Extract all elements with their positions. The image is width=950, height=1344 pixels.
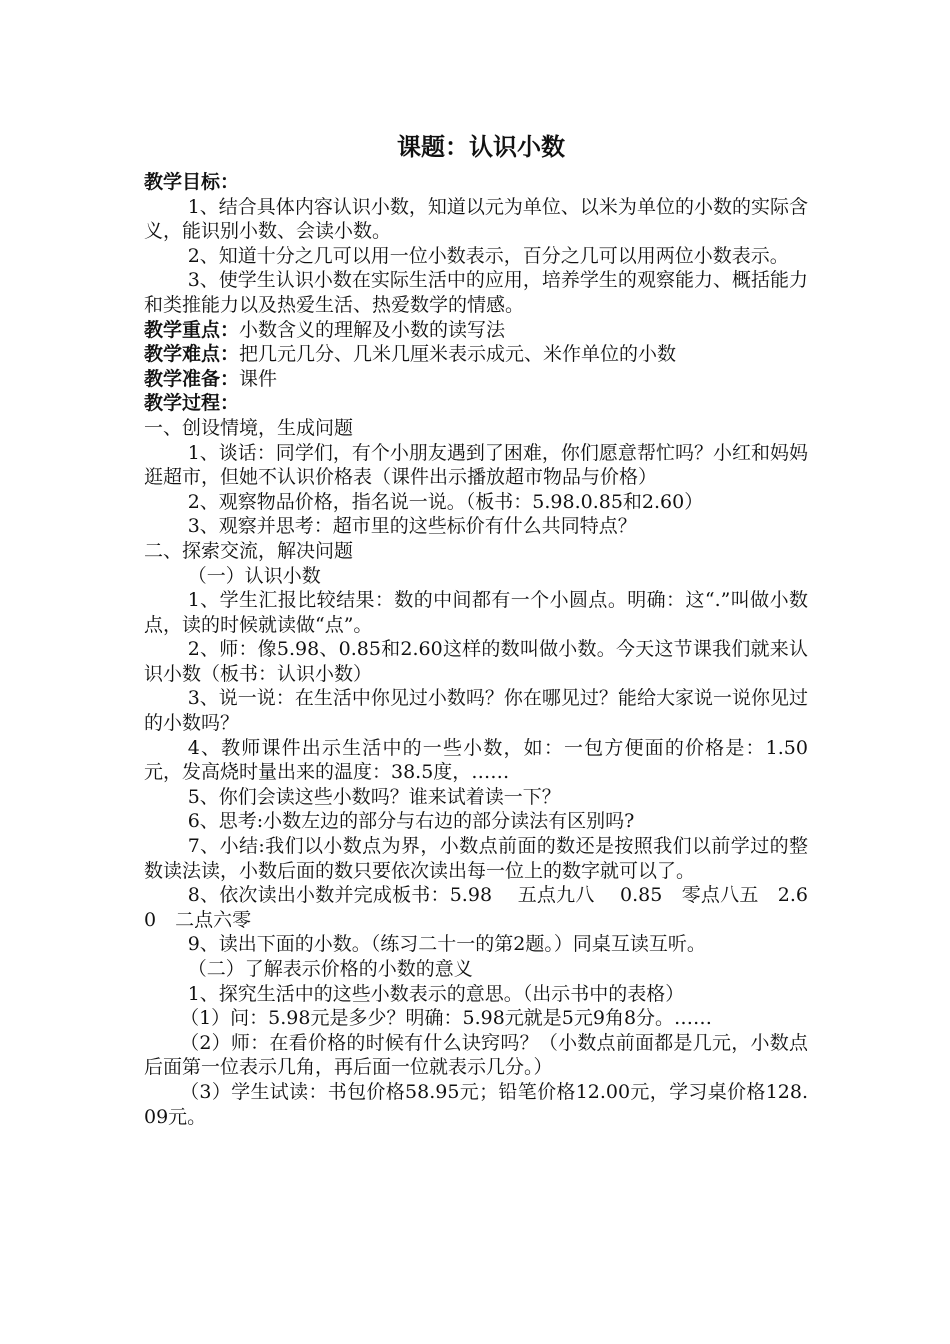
sub1-item: 5、你们会读这些小数吗？谁来试着读一下？ [187,785,561,808]
sub1-item: 4、教师课件出示生活中的一些小数，如：一包方便面的价格是：1.50元，发高烧时量出来的温度：38.5度，…… [144,736,808,784]
preparation-text: 课件 [239,367,278,390]
sub1-title: （一）认识小数 [187,564,321,587]
sub2-item: （1）问：5.98元是多少？明确：5.98元就是5元9角8分。…… [180,1007,713,1030]
sub2-item: （2）师：在看价格的时候有什么诀窍吗？（小数点前面都是几元，小数点后面第一位表示几角，再后面一位就表示几分。） [144,1031,808,1079]
difficulty-label: 教学难点： [144,343,240,366]
process-heading: 教学过程： [144,392,240,415]
section1-item: 2、观察物品价格，指名说一说。（板书：5.98.0.85和2.60） [187,490,704,513]
key-point-label: 教学重点： [144,318,240,341]
preparation-label: 教学准备： [144,367,240,390]
sub2-item: 1、探究生活中的这些小数表示的意思。（出示书中的表格） [187,982,685,1005]
goal-item: 2、知道十分之几可以用一位小数表示，百分之几可以用两位小数表示。 [187,244,789,267]
sub1-item: 9、读出下面的小数。（练习二十一的第2题。）同桌互读互听。 [187,933,706,956]
section1-item: 1、谈话：同学们，有个小朋友遇到了困难，你们愿意帮忙吗？小红和妈妈逛超市，但她不认识价格表（课件出示播放超市物品与价格） [144,441,808,489]
sub2-title: （二）了解表示价格的小数的意义 [187,958,473,980]
goals-heading: 教学目标： [144,171,240,193]
key-point-text: 小数含义的理解及小数的读写法 [239,318,506,341]
page-title: 课题：认识小数 [397,132,565,161]
sub1-item: 2、师：像5.98、0.85和2.60这样的数叫做小数。今天这节课我们就来认识小数（板书：认识小数） [144,638,808,685]
key-point-line [144,318,808,343]
sub2-item: （3）学生试读：书包价格58.95元；铅笔价格12.00元，学习桌价格128.09元。 [144,1080,808,1128]
sub1-item: 1、学生汇报比较结果：数的中间都有一个小圆点。明确：这“.”叫做小数点，读的时候就读做“点”。 [144,589,808,636]
section2-title: 二、探索交流，解决问题 [144,539,354,562]
difficulty-line [144,342,808,367]
preparation-line [144,367,808,392]
sub1-item: 7、小结:我们以小数点为界，小数点前面的数还是按照我们以前学过的整数读法读，小数后面的数只要依次读出每一位上的数字就可以了。 [144,835,808,882]
goal-item: 1、结合具体内容认识小数，知道以元为单位、以米为单位的小数的实际含义，能识别小数、会读小数。 [144,195,808,243]
section1-title: 一、创设情境，生成问题 [144,416,354,439]
sub1-item: 6、思考:小数左边的部分与右边的部分读法有区别吗? [187,810,635,833]
sub1-item: 8、依次读出小数并完成板书：5.98 五点九八 0.85 零点八五 2.60 二点六零 [144,884,808,931]
difficulty-text: 把几元几分、几米几厘米表示成元、米作单位的小数 [239,343,677,366]
goal-item: 3、使学生认识小数在实际生活中的应用，培养学生的观察能力、概括能力和类推能力以及热爱生活、热爱数学的情感。 [144,269,808,316]
section1-item: 3、观察并思考：超市里的这些标价有什么共同特点？ [187,515,637,538]
sub1-item: 3、说一说：在生活中你见过小数吗？你在哪见过？能给大家说一说你见过的小数吗？ [144,687,808,735]
